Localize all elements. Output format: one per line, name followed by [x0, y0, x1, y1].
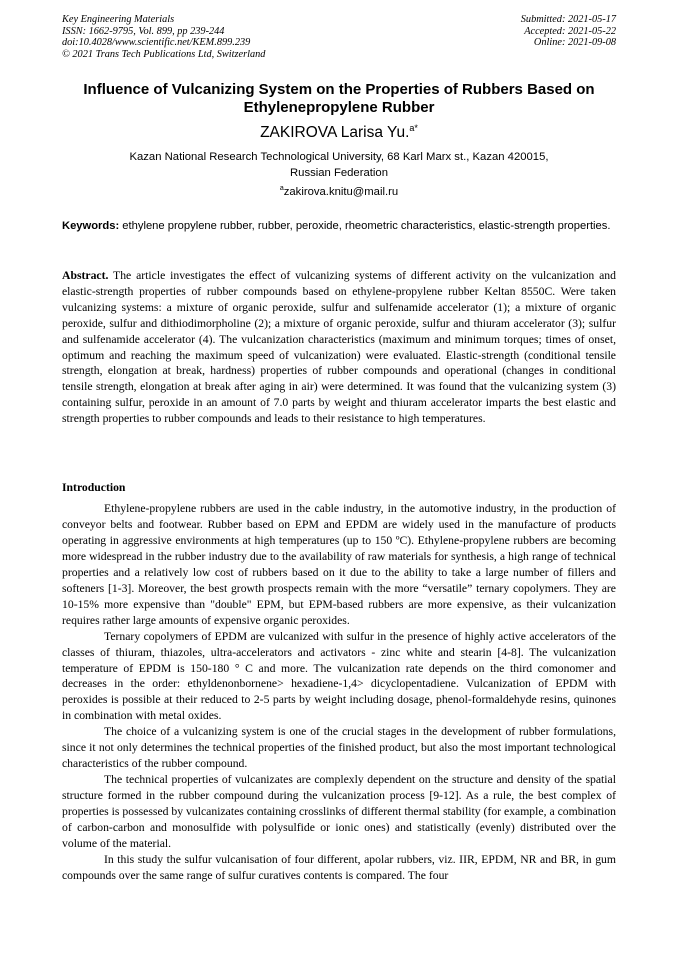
keywords	[62, 219, 616, 234]
online-date: Online: 2021-09-08	[533, 37, 616, 49]
paragraph: The technical properties of vulcanizates are complexly dependent on the structure and density of the spatial structure formed in the rubber compound during the vulcanization process [9-12]. As a rule, the best complex of properties is possessed by vulcanizates containing crosslinks of different thermal stability (for example, a combination of carbon-carbon and monosulfide with polysulfide or ionic ones) and statistically (evenly) distributed over the volume of the material.	[62, 773, 616, 851]
journal-name: Key Engineering Materials	[62, 14, 175, 25]
author-line	[62, 124, 616, 142]
introduction-body	[62, 501, 616, 884]
abstract-label: Abstract.	[62, 269, 109, 282]
affiliation-line-2: Russian Federation	[290, 166, 388, 179]
doi-line: doi:10.4028/www.scientific.net/KEM.899.239	[62, 37, 251, 49]
email-line	[62, 185, 616, 199]
paragraph: Ethylene-propylene rubbers are used in the cable industry, in the automotive industry, in the production of conveyor belts and footwear. Rubber based on EPM and EPDM are widely used in the manufacture of products operating in aggressive environments at high temperatures (up to 150 ºC). Ethylene-propylene rubbers are becoming more widespread in the rubber industry due to the availability of raw materials for synthesis, a high range of technical properties and a relatively low cost of rubbers based on it due to the ability to take a large number of fillers and softeners [1-3]. Moreover, the best growth prospects remain with the more “versatile” ternary copolymers. They are 10-15% more expensive than "double" EPM, but EPM-based rubbers are more expensive, as their vulcanization requires rather large amounts of expensive organic peroxides.	[62, 502, 616, 627]
submitted-date: Submitted: 2021-05-17	[520, 14, 616, 25]
introduction-heading: Introduction	[62, 481, 126, 494]
abstract	[62, 268, 616, 427]
email-address[interactable]: zakirova.knitu@mail.ru	[283, 186, 399, 198]
paragraph: In this study the sulfur vulcanisation of four different, apolar rubbers, viz. IIR, EPDM, NR and BR, in gum compounds over the same range of sulfur curatives contents is compared. The four	[62, 852, 616, 882]
author-name: ZAKIROVA Larisa Yu.	[260, 124, 410, 141]
keywords-text: ethylene propylene rubber, rubber, peroxide, rheometric characteristics, elastic-strength properties.	[119, 220, 611, 232]
copyright-line: © 2021 Trans Tech Publications Ltd, Switzerland	[62, 48, 266, 60]
submission-dates	[376, 14, 616, 49]
paper-title: Influence of Vulcanizing System on the Properties of Rubbers Based on Ethylenepropylene Rubber	[83, 81, 595, 116]
affiliation	[62, 150, 616, 181]
email-superscript: a	[279, 185, 284, 192]
journal-info	[62, 14, 362, 60]
abstract-text: The article investigates the effect of vulcanizing systems of different activity on the vulcanization and elastic-strength properties of rubber compounds based on ethylene-propylene rubber Keltan 8550C. Were taken vulcanizing systems: a mixture of organic peroxide, sulfur and sulfenamide accelerator (1); a mixture of organic peroxide, sulfur and dithiodimorpholine (2); a mixture of organic peroxide, sulfur and thiuram accelerator (3); sulfur and sulfenamide accelerator (4). The vulcanization characteristics (maximum and minimum torques; times of onset, optimum and reaching the maximum speed of vulcanization) were evaluated. Elastic-strength (conditional tensile strength, elongation at break, hardness) properties of rubber compounds and operational (changes in conditional tensile strength, elongation at break after aging in air) were determined. It was found that the vulcanizing system (3) containing sulfur, peroxide in an amount of 7.0 parts by weight and thiuram accelerator imparts the best elastic and strength properties to rubber compounds and leads to their resistance to high temperatures.	[62, 269, 616, 426]
issn-line: ISSN: 1662-9795, Vol. 899, pp 239-244	[62, 25, 225, 37]
paragraph: The choice of a vulcanizing system is one of the crucial stages in the development of rubber formulations, since it not only determines the technical properties of the finished product, but also the most important technological characteristics of the rubber compound.	[62, 725, 616, 771]
paragraph: Ternary copolymers of EPDM are vulcanized with sulfur in the presence of highly active accelerators of the classes of thiuram, thiazoles, ultra-accelerators and activators - zinc white and stearin [4-8]. The vulcanization temperature of EPDM is 150-180 ° C and more. The vulcanization rate depends on the third comonomer and decreases in the order: ethyldenonbornene> hexadiene-1,4> dicyclopentadiene. Vulcanization of EPDM with peroxides is possible at their reduced to 2-5 parts by weight including dosage, phenol-formaldehyde resins, quinones in combination with metal oxides.	[62, 629, 616, 723]
author-superscript: a*	[409, 123, 418, 133]
accepted-date: Accepted: 2021-05-22	[524, 25, 616, 37]
keywords-label: Keywords:	[62, 220, 120, 232]
affiliation-line-1: Kazan National Research Technological University, 68 Karl Marx st., Kazan 420015,	[129, 151, 549, 163]
